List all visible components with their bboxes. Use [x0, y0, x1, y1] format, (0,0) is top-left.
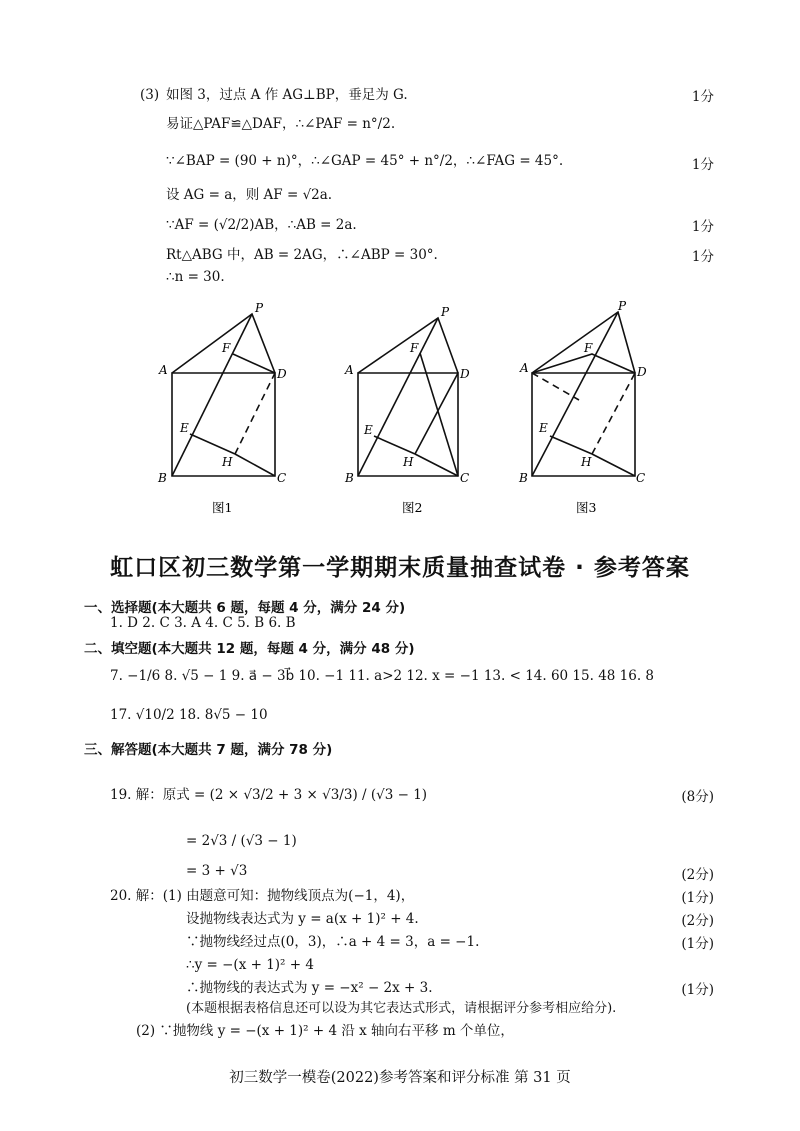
fig2-label-p: P	[441, 305, 450, 319]
line-hc-1	[235, 454, 275, 476]
part3-line-1: 如图 3，过点 A 作 AG⊥BP，垂足为 G.	[166, 87, 408, 103]
part3-line-6: Rt△ABG 中，AB = 2AG，∴∠ABP = 30°.	[166, 247, 438, 263]
line-hc-3	[592, 454, 635, 476]
score-line-1: 1分	[691, 89, 714, 105]
line-bp-3	[532, 312, 618, 476]
part3-label: (3)	[140, 87, 160, 103]
dashed-ag-3	[532, 373, 579, 400]
q20-line-4: ∴y = −(x + 1)² + 4	[186, 957, 314, 973]
caption-fig1: 图1	[212, 500, 233, 515]
fig3-label-c: C	[636, 471, 646, 485]
line-eh-3	[550, 436, 592, 454]
part3-line-2: 易证△PAF≌△DAF，∴∠PAF = n°/2.	[166, 116, 396, 132]
fig3-label-f: F	[584, 341, 593, 355]
q19-line-3: = 3 + √3	[186, 863, 248, 879]
part3-line-3: ∵∠BAP = (90 + n)°，∴∠GAP = 45° + n°/2，∴∠FAG = 45°.	[166, 153, 564, 169]
line-hd-2	[415, 373, 458, 454]
q19-score-3: (2分)	[681, 867, 714, 883]
fig3-label-e: E	[539, 421, 548, 435]
fig2-label-e: E	[364, 423, 373, 437]
section3-header: 三、解答题(本大题共 7 题，满分 78 分)	[84, 742, 333, 758]
q20-score-2: (2分)	[681, 913, 714, 929]
section2-row1: 7. −1/6 8. √5 − 1 9. a⃗ − 3b⃗ 10. −1 11. a>2 12. x = −1 13. < 14. 60 15. 48 16. 8	[110, 668, 655, 684]
q19-score-1: (8分)	[681, 789, 714, 805]
fig1-label-e: E	[180, 421, 189, 435]
section1-answers: 1. D 2. C 3. A 4. C 5. B 6. B	[110, 615, 296, 631]
fig1-label-d: D	[277, 367, 287, 381]
fig3-label-b: B	[519, 471, 528, 485]
page-footer: 初三数学一模卷(2022)参考答案和评分标准 第 31 页	[229, 1070, 571, 1086]
part3-line-5: ∵AF = (√2/2)AB，∴AB = 2a.	[166, 217, 357, 233]
fig2-label-a: A	[345, 363, 354, 377]
q20-line-5: ∴抛物线的表达式为 y = −x² − 2x + 3.	[186, 980, 433, 996]
fig1-label-a: A	[159, 363, 168, 377]
figure-1	[172, 314, 275, 476]
fig1-label-f: F	[222, 341, 231, 355]
dashed-hd-1	[235, 373, 275, 454]
line-eh-2	[374, 436, 415, 454]
q20-line-3: ∵抛物线经过点(0，3)，∴a + 4 = 3，a = −1.	[186, 934, 480, 950]
q20-line-1: 20. 解：(1) 由题意可知：抛物线顶点为(−1，4)，	[110, 888, 415, 904]
fig3-label-h: H	[581, 455, 592, 469]
part3-line-4: 设 AG = a，则 AF = √2a.	[166, 187, 333, 203]
line-bp-1	[172, 314, 252, 476]
score-line-5: 1分	[691, 219, 714, 235]
dashed-hd-3	[592, 373, 635, 454]
q20-score-5: (1分)	[681, 982, 714, 998]
fig2-label-b: B	[345, 471, 354, 485]
fig3-label-d: D	[637, 365, 647, 379]
caption-fig2: 图2	[402, 500, 423, 515]
fig1-label-p: P	[255, 301, 264, 315]
fig1-label-h: H	[222, 455, 233, 469]
fig1-label-c: C	[277, 471, 287, 485]
q20-score-3: (1分)	[681, 936, 714, 952]
line-afd-3	[532, 354, 635, 373]
q19-line-1: 19. 解：原式 = (2 × √3/2 + 3 × √3/3) / (√3 − 1)	[110, 787, 428, 803]
line-eh-1	[190, 434, 235, 454]
q20-score-1: (1分)	[681, 890, 714, 906]
q20-line-2: 设抛物线表达式为 y = a(x + 1)² + 4.	[186, 911, 419, 927]
q19-line-2: = 2√3 / (√3 − 1)	[186, 833, 297, 849]
fig1-label-b: B	[158, 471, 167, 485]
fig2-label-h: H	[403, 455, 414, 469]
line-fc-2	[420, 353, 458, 476]
score-line-3: 1分	[691, 157, 714, 173]
line-bp-2	[358, 318, 438, 476]
section2-row2: 17. √10/2 18. 8√5 − 10	[110, 707, 268, 723]
figure-2	[358, 318, 458, 476]
triangle-pad-2	[358, 318, 458, 373]
fig2-label-d: D	[460, 367, 470, 381]
fig3-label-p: P	[618, 299, 627, 313]
page-title: 虹口区初三数学第一学期期末质量抽查试卷 · 参考答案	[110, 555, 690, 581]
section1-header: 一、选择题(本大题共 6 题，每题 4 分，满分 24 分)	[84, 600, 406, 616]
q20-part2: (2) ∵抛物线 y = −(x + 1)² + 4 沿 x 轴向右平移 m 个单位，	[136, 1023, 514, 1039]
fig2-label-f: F	[410, 341, 419, 355]
fig2-label-c: C	[460, 471, 470, 485]
figure-3	[532, 312, 635, 476]
geometry-figures	[140, 298, 680, 523]
fig3-label-a: A	[520, 361, 529, 375]
caption-fig3: 图3	[576, 500, 597, 515]
q20-note: (本题根据表格信息还可以设为其它表达式形式，请根据评分参考相应给分).	[186, 1001, 617, 1016]
score-line-6: 1分	[691, 249, 714, 265]
part3-line-7: ∴n = 30.	[166, 269, 225, 285]
section2-header: 二、填空题(本大题共 12 题，每题 4 分，满分 48 分)	[84, 641, 415, 657]
